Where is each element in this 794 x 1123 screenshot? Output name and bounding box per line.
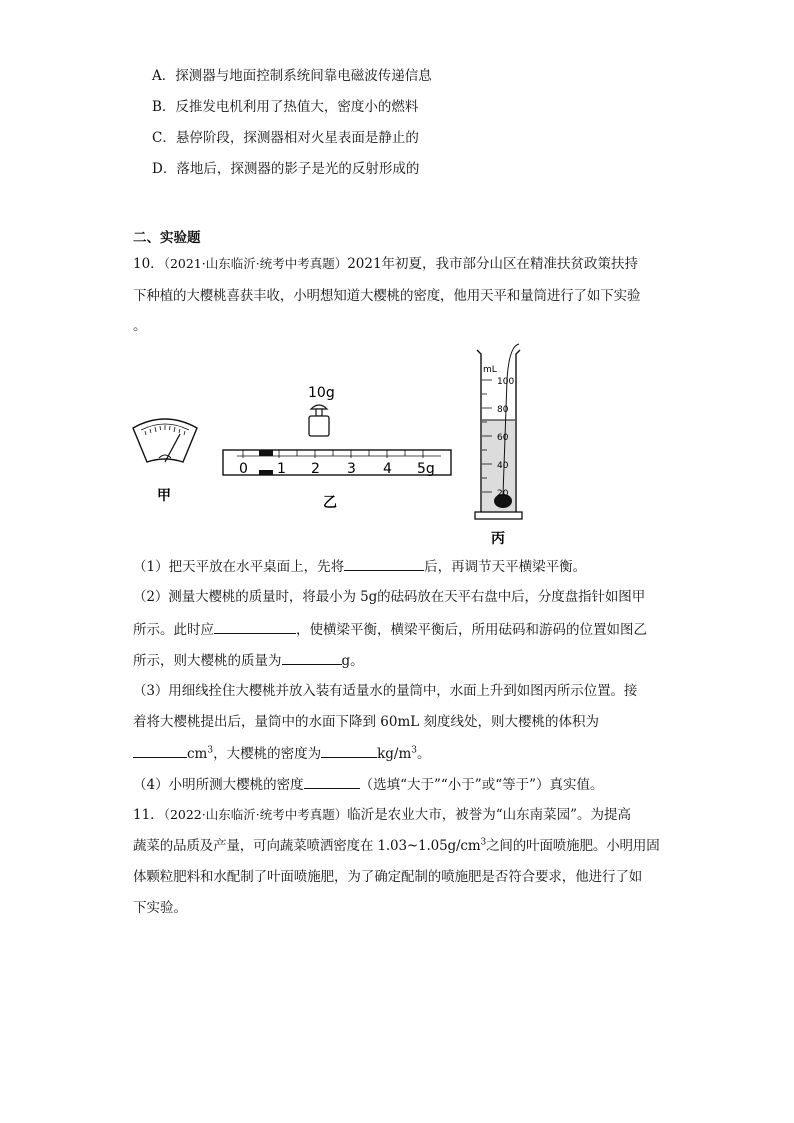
q11-text: 临沂是农业大市，被誉为“山东南菜园”。为提高 bbox=[347, 807, 632, 823]
option-label: D． bbox=[152, 161, 177, 177]
scale-label-5g: 5g bbox=[417, 461, 435, 477]
rider-top bbox=[259, 450, 273, 456]
answer-blank[interactable] bbox=[321, 743, 377, 758]
cyl-label-100: 100 bbox=[497, 377, 515, 387]
option-text: 探测器与地面控制系统间靠电磁波传递信息 bbox=[175, 68, 432, 84]
q10-part-3-line-3: $cm^3$，大樱桃的密度为 $kg/m^3$。 bbox=[133, 743, 431, 764]
option-text: 反推发电机利用了热值大，密度小的燃料 bbox=[175, 99, 419, 115]
answer-blank[interactable] bbox=[133, 743, 187, 758]
scale-label-3: 3 bbox=[347, 461, 356, 477]
q11-line-1 bbox=[133, 805, 631, 825]
q11-source: （2022·山东临沂·统考中考真题） bbox=[163, 807, 348, 822]
weight-10g-icon bbox=[309, 405, 329, 436]
answer-blank[interactable] bbox=[282, 650, 342, 665]
cyl-label-60: 60 bbox=[497, 433, 509, 443]
cyl-label-20: 20 bbox=[497, 489, 509, 499]
q11-line-4: 下实验。 bbox=[133, 900, 187, 916]
answer-blank[interactable] bbox=[304, 774, 360, 789]
cylinder-unit: mL bbox=[483, 365, 497, 375]
q11-line-2: 蔬菜的品质及产量，可向蔬菜喷洒密度在 $1.03\sim 1.05g/cm^3$之间的叶面喷施肥。小明用固 bbox=[133, 837, 660, 854]
q10-number: 10． bbox=[133, 256, 164, 272]
q10-line-3: 。 bbox=[133, 318, 147, 334]
label-jia: 甲 bbox=[157, 488, 171, 504]
option-b bbox=[152, 97, 418, 117]
weight-label: 10g bbox=[308, 385, 335, 401]
q10-part-4: （4）小明所测大樱桃的密度 （选填“大于”“小于”或“等于”）真实值。 bbox=[133, 774, 604, 795]
scale-label-4: 4 bbox=[383, 461, 392, 477]
cyl-label-40: 40 bbox=[497, 461, 509, 471]
q10-line-1 bbox=[133, 254, 638, 274]
q10-part-2-line-1: （2）测量大樱桃的质量时，将最小为 5g的砝码放在天平右盘中后，分度盘指针如图甲 bbox=[133, 589, 646, 605]
option-label: B． bbox=[152, 99, 176, 115]
option-text: 落地后，探测器的影子是光的反射形成的 bbox=[176, 161, 420, 177]
option-a bbox=[152, 66, 432, 86]
answer-blank[interactable] bbox=[344, 556, 424, 571]
q11-line-3: 体颗粒肥料和水配制了叶面喷施肥，为了确定配制的喷施肥是否符合要求，他进行了如 bbox=[133, 869, 643, 885]
q10-text: 2021年初夏，我市部分山区在精准扶贫政策扶持 bbox=[347, 256, 639, 272]
label-bing: 丙 bbox=[491, 531, 505, 547]
q10-part-3-line-2: 着将大樱桃提出后，量筒中的水面下降到 60mL 刻度线处，则大樱桃的体积为 bbox=[133, 714, 600, 730]
scale-label-2: 2 bbox=[311, 461, 320, 477]
q10-part-2-line-2: 所示。此时应 ，使横梁平衡，横梁平衡后，所用砝码和游码的位置如图乙 bbox=[133, 619, 647, 640]
scale-label-1: 1 bbox=[277, 461, 286, 477]
rider-bottom bbox=[259, 470, 273, 475]
label-yi: 乙 bbox=[323, 495, 337, 511]
scale-label-0: 0 bbox=[239, 461, 248, 477]
q10-source: （2021·山东临沂·统考中考真题） bbox=[163, 256, 348, 271]
experiment-figure bbox=[125, 340, 545, 550]
option-label: A． bbox=[152, 68, 176, 84]
balance-dial-icon bbox=[133, 419, 197, 462]
q11-number: 11． bbox=[133, 807, 164, 823]
q10-part-2-line-3: 所示，则大樱桃的质量为 g。 bbox=[133, 650, 364, 671]
section-title: 二、实验题 bbox=[133, 230, 201, 246]
option-d bbox=[152, 159, 419, 179]
option-c bbox=[152, 128, 419, 148]
answer-blank[interactable] bbox=[214, 619, 296, 634]
q10-part-3-line-1: （3）用细线拴住大樱桃并放入装有适量水的量筒中，水面上升到如图丙所示位置。接 bbox=[133, 683, 638, 699]
q10-part-1: （1）把天平放在水平桌面上，先将 后，再调节天平横梁平衡。 bbox=[133, 556, 586, 577]
q10-line-2: 下种植的大樱桃喜获丰收，小明想知道大樱桃的密度，他用天平和量筒进行了如下实验 bbox=[133, 288, 641, 304]
option-text: 悬停阶段，探测器相对火星表面是静止的 bbox=[175, 130, 419, 146]
cyl-label-80: 80 bbox=[497, 405, 509, 415]
option-label: C． bbox=[152, 130, 176, 146]
